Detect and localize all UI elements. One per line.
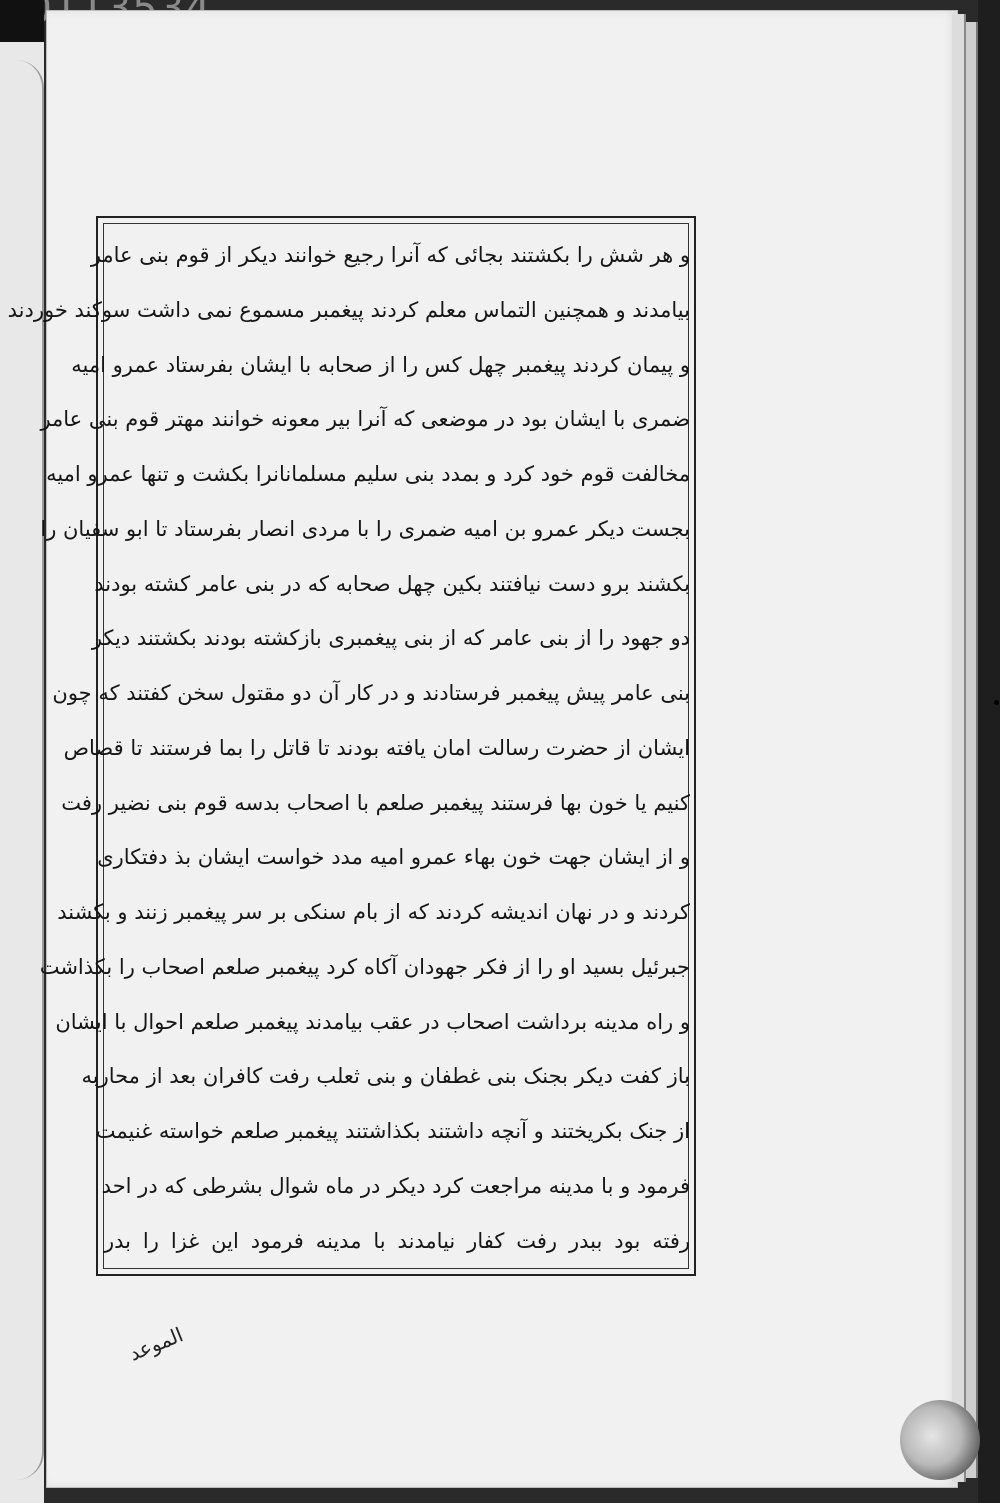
page-edge <box>966 22 978 1478</box>
left-dark-corner <box>0 0 44 42</box>
margin-mark <box>994 700 999 705</box>
text-line: فرمود و با مدینه مراجعت کرد دیکر در ماه شوال بشرطی که در احد <box>101 1174 690 1199</box>
text-line: بیامدند و همچنین التماس معلم کردند پیغمبر مسموع نمی داشت سوکند خوردند <box>7 297 690 322</box>
text-line: و از ایشان جهت خون بهاء عمرو امیه مدد خواست ایشان بذ دفتکاری <box>97 845 690 870</box>
text-line: جبرئیل بسید او را از فکر جهودان آکاه کرد پیغمبر صلعم اصحاب را بکذاشت <box>39 954 690 979</box>
text-line: از جنک بکریختند و آنچه داشتند بکذاشتند پیغمبر صلعم خواسته غنیمت <box>95 1119 690 1144</box>
text-line: ایشان از حضرت رسالت امان یافته بودند تا قاتل را بما فرستند تا قصاص <box>63 735 690 760</box>
text-line: و هر شش را بکشتند بجائی که آنرا رجیع خوانند دیکر از قوم بنی عامر <box>90 243 690 267</box>
text-line: کنیم یا خون بها فرستند پیغمبر صلعم با اصحاب بدسه قوم بنی نضیر رفت <box>61 790 690 815</box>
text-line: بجست دیکر عمرو بن امیه ضمری را با مردی انصار بفرستاد تا ابو سفیان را <box>40 516 690 541</box>
text-line: باز کفت دیکر بجنک بنی غطفان و بنی ثعلب رفت کافران بعد از محاربه <box>81 1064 690 1089</box>
text-line: مخالفت قوم خود کرد و بمدد بنی سلیم مسلمانانرا بکشت و تنها عمرو امیه <box>46 462 690 487</box>
page-edge <box>952 14 966 1482</box>
background-strip <box>978 0 1000 1503</box>
text-line: کردند و در نهان اندیشه کردند که از بام سنکی بر سر پیغمبر زنند و بکشند <box>57 900 690 925</box>
text-line: ضمری با ایشان بود در موضعی که آنرا بیر معونه خوانند مهتر قوم بنی عامر <box>40 407 690 432</box>
text-line: و پیمان کردند پیغمبر چهل کس را از صحابه با ایشان بفرستاد عمرو امیه <box>71 352 690 377</box>
manuscript-text <box>7 228 690 1268</box>
binding-curl <box>16 60 44 1480</box>
text-line: دو جهود را از بنی عامر که از بنی پیغمبری بازکشته بودند بکشتند دیکر <box>91 626 690 651</box>
thumb-shadow <box>900 1400 980 1480</box>
text-line: رفته بود ببدر رفت کفار نیامدند با مدینه فرمود این غزا را بدر <box>104 1228 690 1253</box>
text-line: و راه مدینه برداشت اصحاب در عقب بیامدند پیغمبر صلعم احوال با ایشان <box>55 1009 690 1034</box>
text-line: بکشند برو دست نیافتند بکین چهل صحابه که در بنی عامر کشته بودند <box>94 571 690 596</box>
text-line: بنی عامر پیش پیغمبر فرستادند و در کار آن دو مقتول سخن کفتند که چون <box>52 681 690 706</box>
left-page-edge <box>0 0 44 1503</box>
catchword: الموعد <box>125 1322 187 1366</box>
